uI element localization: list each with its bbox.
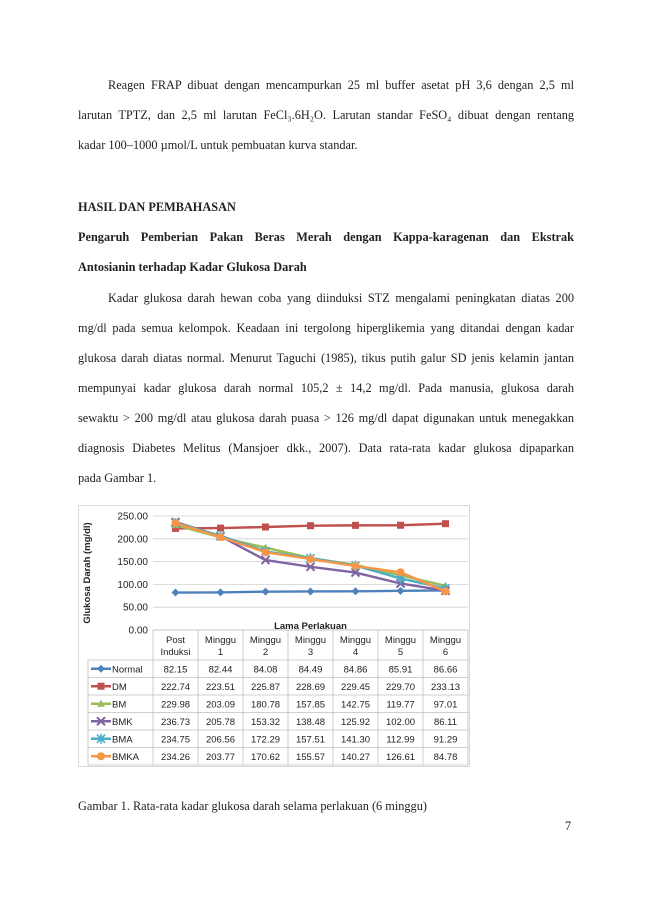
table-value: 85.91 (388, 664, 413, 676)
table-value: 86.11 (433, 716, 458, 728)
table-value: 236.73 (160, 716, 191, 728)
text-line: glukosa darah diatas normal. Menurut Taguchi (1985), tikus putih galur SD jenis kelamin jantan (78, 351, 574, 365)
x-category-label: 5 (397, 647, 404, 658)
x-category-label: Minggu (384, 635, 417, 646)
y-tick-label: 0.00 (128, 625, 148, 637)
legend-label: BMA (112, 734, 133, 746)
x-category-label: 2 (262, 647, 269, 658)
table-value: 180.78 (250, 699, 281, 711)
text-line: diagnosis Diabetes Melitus (Mansjoer dkk., 2007). Data rata-rata kadar glukosa dipaparkan (78, 441, 574, 455)
data-point-dm (262, 524, 269, 531)
text-line: Kadar glukosa darah hewan coba yang diinduksi STZ mengalami peningkatan diatas 200 (108, 291, 574, 305)
table-value: 234.26 (160, 751, 191, 763)
table-value: 229.45 (340, 681, 371, 693)
y-tick-label: 150.00 (117, 557, 148, 569)
y-tick-label: 250.00 (117, 511, 148, 523)
data-point-normal (397, 587, 405, 595)
table-value: 141.30 (340, 734, 371, 746)
text-line: larutan TPTZ, dan 2,5 ml larutan FeCl₃.6H₂O. Larutan standar FeSO₄ dibuat dengan rentang (78, 108, 574, 122)
data-point-normal (172, 589, 180, 597)
data-point-dm (217, 525, 224, 532)
figure-caption: Gambar 1. Rata-rata kadar glukosa darah selama perlakuan (6 minggu) (78, 799, 427, 813)
text-line: Reagen FRAP dibuat dengan mencampurkan 25 ml buffer asetat pH 3,6 dengan 2,5 ml (108, 78, 574, 92)
x-category-label: 6 (442, 647, 449, 658)
data-point-bmka (442, 587, 450, 595)
table-value: 229.70 (385, 681, 416, 693)
x-category-label: 3 (307, 647, 314, 658)
table-value: 82.44 (208, 664, 233, 676)
x-category-label: Post (165, 635, 186, 646)
table-value: 126.61 (385, 751, 416, 763)
legend-label: BMK (112, 716, 133, 728)
table-value: 125.92 (340, 716, 371, 728)
legend-label: Normal (112, 664, 143, 676)
data-point-normal (217, 588, 225, 596)
table-value: 225.87 (250, 681, 281, 693)
data-point-normal (262, 588, 270, 596)
table-value: 142.75 (340, 699, 371, 711)
data-point-dm (307, 522, 314, 529)
table-value: 155.57 (295, 751, 326, 763)
table-value: 84.86 (343, 664, 368, 676)
table-value: 170.62 (250, 751, 281, 763)
table-value: 86.66 (433, 664, 458, 676)
table-value: 222.74 (160, 681, 191, 693)
x-axis-title: Lama Perlakuan (274, 621, 347, 632)
page-number: 7 (565, 819, 572, 833)
table-value: 102.00 (385, 716, 416, 728)
table-value: 234.75 (160, 734, 191, 746)
data-point-dm (352, 522, 359, 529)
table-value: 82.15 (163, 664, 188, 676)
x-category-label: Minggu (204, 635, 237, 646)
text-line: mg/dl pada semua kelompok. Keadaan ini tergolong hiperglikemia yang ditandai dengan kadar (78, 321, 574, 335)
x-category-label: Minggu (294, 635, 327, 646)
table-value: 138.48 (295, 716, 326, 728)
table-value: 223.51 (205, 681, 236, 693)
subheading-line: Antosianin terhadap Kadar Glukosa Darah (78, 260, 307, 274)
text-line: pada Gambar 1. (78, 471, 157, 485)
table-value: 84.49 (298, 664, 323, 676)
table-value: 233.13 (430, 681, 461, 693)
table-value: 203.77 (205, 751, 236, 763)
table-value: 157.85 (295, 699, 326, 711)
table-value: 140.27 (340, 751, 371, 763)
table-value: 206.56 (205, 734, 236, 746)
table-value: 229.98 (160, 699, 191, 711)
table-value: 84.08 (253, 664, 278, 676)
paragraph-methods (78, 70, 574, 160)
paragraph-results (78, 283, 574, 493)
x-category-label: Induksi (160, 647, 191, 658)
text-line: mempunyai kadar glukosa darah normal 105,2 ± 14,2 mg/dl. Pada manusia, glukosa darah (78, 381, 574, 395)
legend-key-marker (97, 752, 105, 760)
subheading (78, 222, 574, 282)
y-tick-label: 50.00 (122, 602, 148, 614)
table-value: 172.29 (250, 734, 281, 746)
y-tick-label: 100.00 (117, 579, 148, 591)
legend-key-marker (97, 665, 105, 673)
data-point-bmka (397, 568, 405, 576)
data-point-bmka (217, 533, 225, 541)
table-value: 91.29 (433, 734, 458, 746)
legend-label: DM (112, 681, 127, 693)
table-value: 97.01 (433, 699, 458, 711)
data-point-bmka (307, 555, 315, 563)
y-axis-title: Glukosa Darah (mg/dl) (82, 522, 93, 624)
text-line: kadar 100–1000 µmol/L untuk pembuatan kurva standar. (78, 138, 358, 152)
x-category-label: 1 (217, 647, 224, 658)
data-point-bmka (172, 519, 180, 527)
x-category-label: 4 (352, 647, 359, 658)
data-point-dm (397, 522, 404, 529)
data-point-normal (352, 587, 360, 595)
legend-label: BMKA (112, 751, 139, 763)
table-value: 84.78 (433, 751, 458, 763)
data-point-bmka (352, 562, 360, 570)
data-point-dm (442, 520, 449, 527)
data-point-bmka (262, 548, 270, 556)
table-value: 228.69 (295, 681, 326, 693)
glucose-line-chart (78, 505, 470, 767)
x-category-label: Minggu (249, 635, 282, 646)
table-value: 119.77 (386, 699, 415, 711)
table-value: 157.51 (295, 734, 326, 746)
table-value: 153.32 (250, 716, 281, 728)
x-category-label: Minggu (429, 635, 462, 646)
legend-label: BM (112, 699, 127, 711)
text-line: sewaktu > 200 mg/dl atau glukosa darah puasa > 126 mg/dl dapat digunakan untuk menegakkan (78, 411, 574, 425)
table-value: 203.09 (205, 699, 236, 711)
data-point-normal (307, 587, 315, 595)
subheading-line: Pengaruh Pemberian Pakan Beras Merah dengan Kappa-karagenan dan Ekstrak (78, 230, 574, 244)
x-category-label: Minggu (339, 635, 372, 646)
table-value: 205.78 (205, 716, 236, 728)
section-heading: HASIL DAN PEMBAHASAN (78, 200, 236, 214)
table-value: 112.99 (386, 734, 415, 746)
legend-key-marker (98, 683, 105, 690)
y-tick-label: 200.00 (117, 534, 148, 546)
